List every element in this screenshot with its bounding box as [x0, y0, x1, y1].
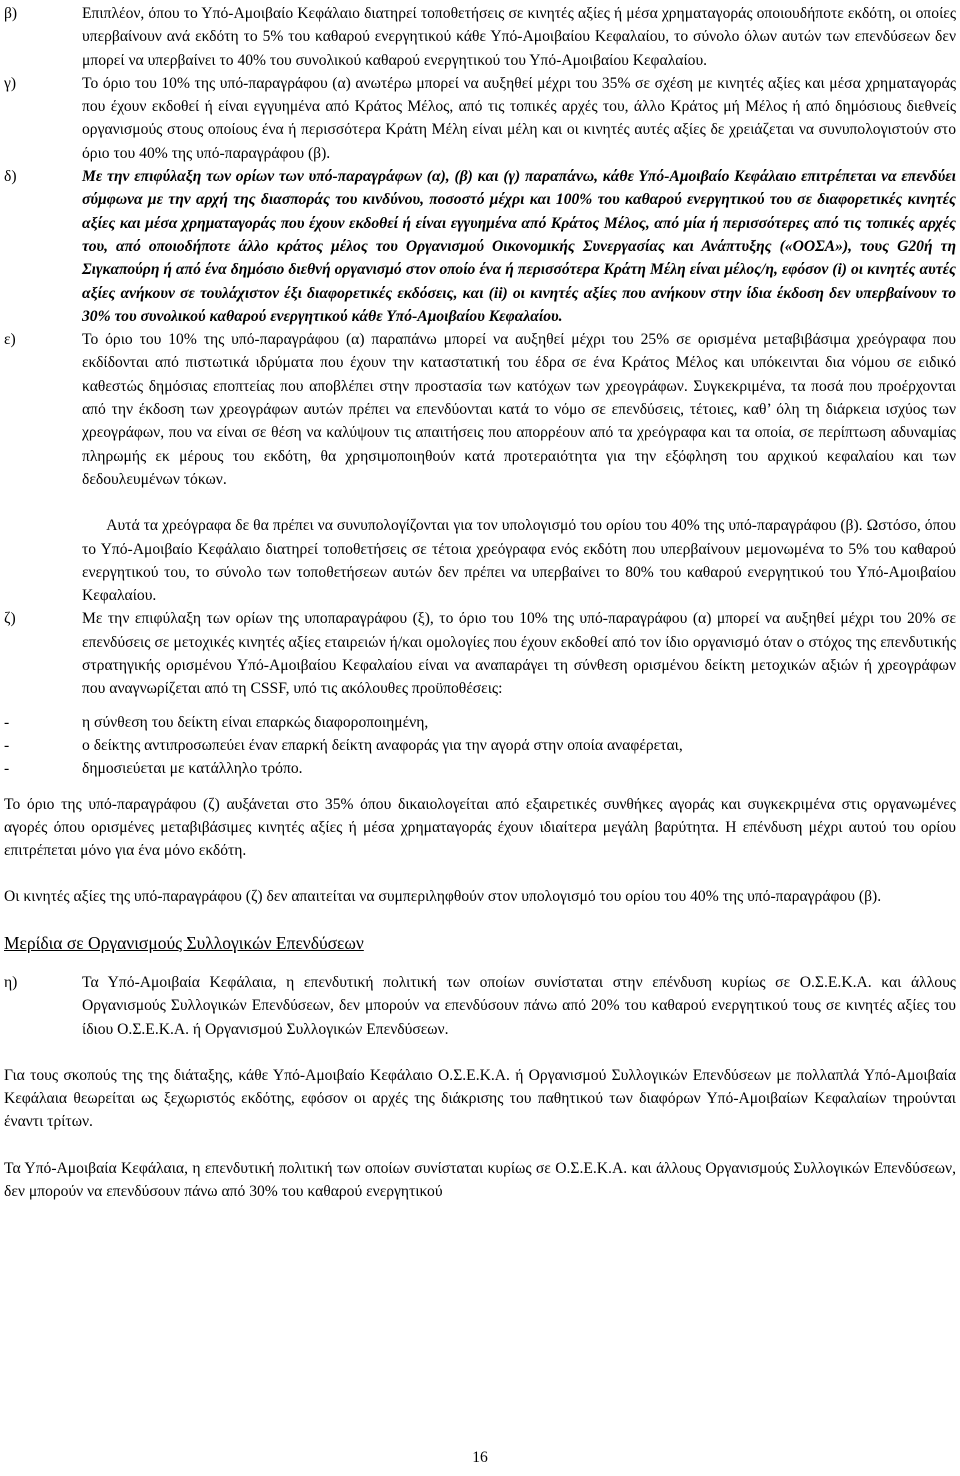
- dash-marker: -: [4, 760, 10, 778]
- list-item-eta: [4, 971, 956, 1041]
- dash-text: δημοσιεύεται με κατάλληλο τρόπο.: [82, 760, 303, 778]
- item-text: Τα Υπό-Αμοιβαία Κεφάλαια, η επενδυτική πολιτική των οποίων συνίσταται στην επένδυση κυρίως σε Ο.Σ.Ε.Κ.Α. και άλλους Οργανισμούς Συλλογικών Επενδύσεων, δεν μπορούν να επενδύσουν πάνω από 20% του καθαρού ενεργητικού τους σε κινητές αξίες του ίδιου Ο.Σ.Ε.Κ.Α. ή Οργανισμού Συλλογικών Επενδύσεων.: [82, 973, 956, 1038]
- item-marker: γ): [4, 74, 17, 92]
- paragraph-zeta-exclusion: Οι κινητές αξίες της υπό-παραγράφου (ζ) δεν απαιτείται να συμπεριληφθούν στον υπολογισμό του ορίου του 40% της υπό-παραγράφου (β).: [4, 888, 882, 906]
- item-marker: β): [4, 5, 18, 22]
- item-text: Επιπλέον, όπου το Υπό-Αμοιβαίο Κεφάλαιο διατηρεί τοποθετήσεις σε κινητές αξίες ή μέσα χρηματαγοράς οποιουδήποτε εκδότη, οι οποίες υπερβαίνουν ανά εκδότη το 5% του καθαρού ενεργητικού κάθε Υπό-Αμοιβαίου Κεφαλαίου, το σύνολο όλων αυτών των επενδύσεων δεν μπορεί να υπερβαίνει το 40% του συνολικού καθαρού ενεργητικού του Υπό-Αμοιβαίου Κεφαλαίου.: [82, 5, 956, 69]
- item-text: Το όριο του 10% της υπό-παραγράφου (α) παραπάνω μπορεί να αυξηθεί μέχρι του 25% σε ορισμένα μεταβιβάσιμα χρεόγραφα που εκδίδονται από πιστωτικά ιδρύματα που έχουν την καταστατική του έδρα σε ένα Κράτος Μέλος και υπόκεινται δια νόμου σε ειδικό καθεστώς δημόσιας εποπτείας που αποβλέπει στην προστασία των κατόχων των χρεογράφων. Συγκεκριμένα, τα ποσά που προέρχονται από την έκδοση των χρεογράφων αυτών πρέπει να επενδύονται κατά το νόμο σε επενδύσεις, τέτοιες, καθ’ όλη τη διάρκεια ισχύος των χρεογράφων, που να είναι σε θέση να καλύψουν τις απαιτήσεις που απορρέουν από τα χρεόγραφα και τα οποία, σε περίπτωση αδυναμίας πληρωμής εκ μέρους του εκδότη, θα χρησιμοποιηθούν κατά προτεραιότητα για την εξόφληση του αρχικού κεφαλαίου και των δεδουλευμένων τόκων.: [82, 331, 956, 488]
- dash-item: [4, 734, 956, 757]
- item-marker: [4, 514, 82, 607]
- item-text-body: Αυτά τα χρεόγραφα δε θα πρέπει να συνυπολογίζονται για τον υπολογισμό του ορίου του 40% της υπό-παραγράφου (β). Ωστόσο, όπου το Υπό-Αμοιβαίο Κεφάλαιο διατηρεί τοποθετήσεις σε τέτοια χρεόγραφα ενός εκδότη που υπερβαίνουν μεμονωμένα το 5% του καθαρού ενεργητικού του, το σύνολο των τοποθετήσεων αυτών δεν πρέπει να υπερβαίνει το 80% του καθαρού ενεργητικού του Υπό-Αμοιβαίου Κεφαλαίου.: [82, 517, 956, 605]
- list-item-gamma: [4, 72, 956, 165]
- list-item-epsilon-continued: [4, 514, 956, 607]
- item-text: Με την επιφύλαξη των ορίων της υποπαραγράφου (ξ), το όριο του 10% της υπό-παραγράφου (α) μπορεί να αυξηθεί μέχρι του 20% σε επενδύσεις σε μετοχικές κινητές αξίες εταιρειών ή/και ομολογίες που έχουν εκδοθεί από τον ίδιο οργανισμό όταν ο στόχος της επενδυτικής στρατηγικής ορισμένου Υπό-Αμοιβαίου Κεφαλαίου είναι να αναπαράγει τη σύνθεση ορισμένου δείκτη μετοχικών αξιών ή χρεογράφων που αναγνωρίζεται από τη CSSF, υπό τις ακόλουθες προϋποθέσεις:: [82, 610, 956, 698]
- section-heading: Μερίδια σε Οργανισμούς Συλλογικών Επενδύσεων: [4, 932, 364, 953]
- item-text: [82, 514, 956, 607]
- item-marker: ζ): [4, 610, 16, 628]
- page-number: 16: [472, 1449, 488, 1466]
- dash-text: η σύνθεση του δείκτη είναι επαρκώς διαφοροποιημένη,: [82, 713, 429, 731]
- item-text: Το όριο του 10% της υπό-παραγράφου (α) ανωτέρω μπορεί να αυξηθεί μέχρι του 35% σε σχέση με κινητές αξίες και μέσα χρηματαγοράς που έχουν εκδοθεί ή είναι εγγυημένα από Κράτος Μέλος, από τις τοπικές αρχές του, άλλο Κράτος μή Μέλος ή από δημόσιους διεθνείς οργανισμούς στους οποίους ένα ή περισσότερα Κράτη Μέλη είναι μέλη και οι κινητές αυτές αξίες δε χρειάζεται να συνυπολογιστούν στο όριο του 40% της υπό-παραγράφου (β).: [82, 74, 956, 162]
- paragraph-fund-of-funds: Τα Υπό-Αμοιβαία Κεφάλαια, η επενδυτική πολιτική των οποίων συνίσταται κυρίως σε Ο.Σ.Ε.Κ.Α. και άλλους Οργανισμούς Συλλογικών Επενδύσεων, δεν μπορούν να επενδύσουν πάνω από 30% του καθαρού ενεργητικού: [4, 1159, 956, 1201]
- dash-item: [4, 711, 956, 734]
- item-marker: ε): [4, 331, 16, 349]
- dash-marker: -: [4, 736, 10, 754]
- document-page: [4, 2, 956, 1203]
- list-item-delta: [4, 165, 956, 328]
- list-item-epsilon: [4, 328, 956, 491]
- paragraph-separate-issuer: Για τους σκοπούς της της διάταξης, κάθε Υπό-Αμοιβαίο Κεφάλαιο Ο.Σ.Ε.Κ.Α. ή Οργανισμού Συλλογικών Επενδύσεων με πολλαπλά Υπό-Αμοιβαία Κεφάλαια θεωρείται ως ξεχωριστός εκδότης, εφόσον οι αρχές της διάκρισης του παθητικού των διαφόρων Υπό-Αμοιβαίων Κεφαλαίων τηρούνται έναντι τρίτων.: [4, 1066, 956, 1131]
- dash-text: ο δείκτης αντιπροσωπεύει έναν επαρκή δείκτη αναφοράς για την αγορά στην οποία αναφέρεται,: [82, 736, 683, 754]
- list-item-zeta: [4, 607, 956, 700]
- item-text-bold-italic: Με την επιφύλαξη των ορίων των υπό-παραγράφων (α), (β) και (γ) παραπάνω, κάθε Υπό-Αμοιβαίο Κεφάλαιο επιτρέπεται να επενδύει σύμφωνα με την αρχή της διασποράς του κινδύνου, ποσοστό μέχρι και 100% του καθαρού ενεργητικού του σε διαφορετικές κινητές αξίες και μέσα χρηματαγοράς που έχουν εκδοθεί ή είναι εγγυημένα από Κράτος Μέλος, από μία ή περισσότερες από τις τοπικές αρχές του, από οποιοδήποτε άλλο κράτος μέλος του Οργανισμού Οικονομικής Συνεργασίας και Ανάπτυξης («ΟΟΣΑ»), τους G20ή τη Σιγκαπούρη ή από ένα δημόσιο διεθνή οργανισμό στον οποίο ένα ή περισσότερα Κράτη Μέλη είναι μέλος/η, εφόσον (i) οι κινητές αυτές αξίες ανήκουν σε τουλάχιστον έξι διαφορετικές εκδόσεις, και (ii) οι κινητές αξίες που ανήκουν στην ίδια έκδοση δεν υπερβαίνουν το 30% του συνολικού καθαρού ενεργητικού κάθε Υπό-Αμοιβαίου Κεφαλαίου.: [82, 168, 956, 325]
- list-item-beta: [4, 2, 956, 72]
- item-marker: δ): [4, 168, 17, 186]
- dash-marker: -: [4, 713, 10, 731]
- dash-item: [4, 757, 956, 780]
- item-marker: η): [4, 973, 18, 991]
- paragraph-zeta-limit: Το όριο της υπό-παραγράφου (ζ) αυξάνεται στο 35% όπου δικαιολογείται από εξαιρετικές συνθήκες αγοράς και συγκεκριμένα στις οργανωμένες αγορές όπου ορισμένες μεταβιβάσιμες κινητές αξίες ή μέσα χρηματαγοράς έχουν ιδιαίτερα μεγάλη βαρύτητα. Η επένδυση μέχρι αυτού του ορίου επιτρέπεται μόνο για ένα μόνο εκδότη.: [4, 795, 956, 860]
